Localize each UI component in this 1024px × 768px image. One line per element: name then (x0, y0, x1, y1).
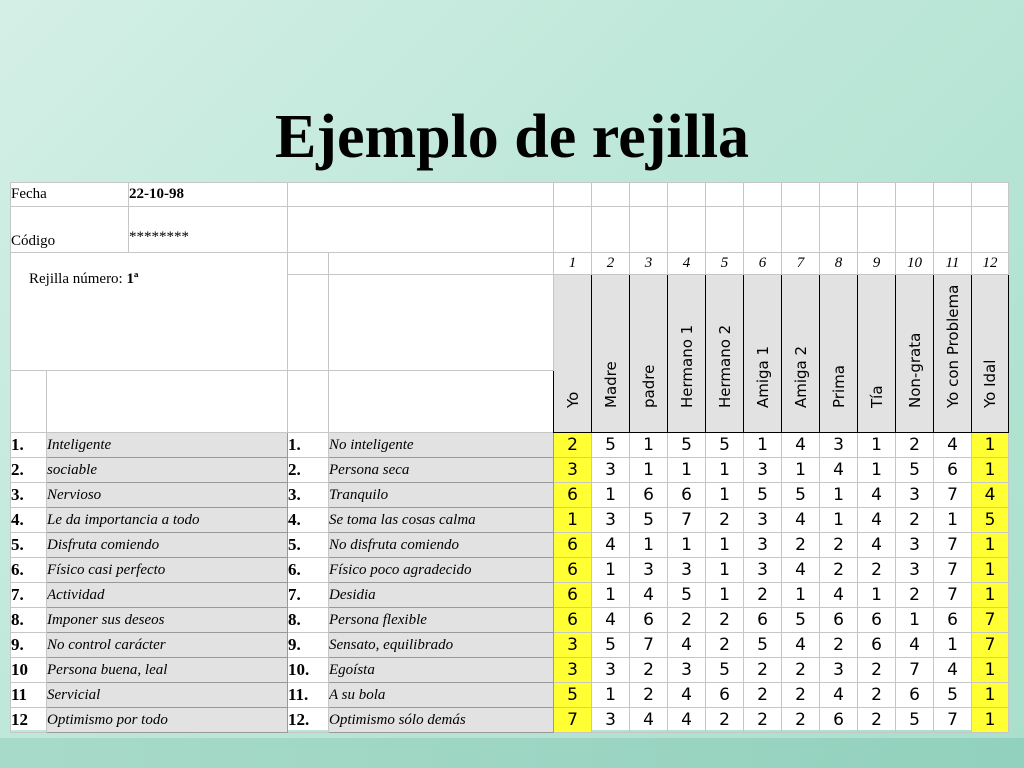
right-construct: No disfruta comiendo (329, 533, 554, 558)
element-header (706, 275, 744, 433)
right-construct: Sensato, equilibrado (329, 633, 554, 658)
left-construct-number: 1. (11, 433, 47, 458)
element-header (630, 275, 668, 433)
rating-cell: 5 (782, 483, 820, 508)
rating-cell: 5 (668, 583, 706, 608)
rating-cell: 2 (782, 708, 820, 733)
rating-cell: 1 (706, 533, 744, 558)
rating-cell: 2 (858, 708, 896, 733)
element-header (972, 275, 1009, 433)
rating-cell: 2 (820, 533, 858, 558)
rating-cell: 7 (668, 508, 706, 533)
rating-cell: 2 (858, 683, 896, 708)
left-construct: No control carácter (47, 633, 288, 658)
rating-cell: 4 (782, 508, 820, 533)
rating-cell: 4 (820, 683, 858, 708)
rating-cell: 2 (782, 658, 820, 683)
left-construct: Optimismo por todo (47, 708, 288, 733)
construct-row (11, 658, 1009, 683)
left-construct: sociable (47, 458, 288, 483)
element-name: Yo Idal (981, 359, 999, 408)
rating-cell: 6 (896, 683, 934, 708)
column-number: 3 (630, 253, 668, 275)
rating-cell: 2 (668, 608, 706, 633)
rating-cell: 1 (858, 583, 896, 608)
left-construct: Actividad (47, 583, 288, 608)
rating-cell: 7 (554, 708, 592, 733)
rating-cell: 3 (820, 658, 858, 683)
rating-cell: 1 (706, 483, 744, 508)
rating-cell: 5 (554, 683, 592, 708)
column-number: 9 (858, 253, 896, 275)
rating-cell: 4 (782, 633, 820, 658)
left-construct-number: 9. (11, 633, 47, 658)
construct-row (11, 608, 1009, 633)
rating-cell: 5 (592, 433, 630, 458)
fecha-value: 22-10-98 (129, 183, 288, 207)
rating-cell: 5 (706, 433, 744, 458)
left-construct-number: 3. (11, 483, 47, 508)
rating-cell: 6 (820, 708, 858, 733)
rating-cell: 4 (630, 708, 668, 733)
rating-cell: 2 (706, 708, 744, 733)
right-construct-number: 3. (288, 483, 329, 508)
left-construct: Le da importancia a todo (47, 508, 288, 533)
rating-cell: 2 (706, 508, 744, 533)
rating-cell: 5 (592, 633, 630, 658)
column-number: 10 (896, 253, 934, 275)
rating-cell: 4 (896, 633, 934, 658)
rating-cell: 6 (554, 558, 592, 583)
rating-cell: 2 (896, 433, 934, 458)
right-construct-number: 12. (288, 708, 329, 733)
rating-cell: 3 (592, 458, 630, 483)
rating-cell: 6 (858, 633, 896, 658)
rating-cell: 4 (668, 683, 706, 708)
rating-cell: 3 (592, 658, 630, 683)
element-name: Prima (829, 365, 848, 408)
rating-cell: 3 (896, 483, 934, 508)
rating-cell: 1 (706, 583, 744, 608)
rating-cell: 2 (820, 633, 858, 658)
left-construct-number: 8. (11, 608, 47, 633)
rating-cell: 4 (820, 583, 858, 608)
rating-cell: 2 (858, 558, 896, 583)
rating-cell: 1 (592, 583, 630, 608)
left-construct-number: 10 (11, 658, 47, 683)
construct-row (11, 458, 1009, 483)
rejilla-value: 1ª (126, 271, 139, 287)
rating-cell: 6 (554, 583, 592, 608)
element-header (668, 275, 706, 433)
rating-cell: 1 (630, 458, 668, 483)
rating-cell: 1 (972, 533, 1009, 558)
rating-cell: 2 (630, 683, 668, 708)
left-construct-number: 4. (11, 508, 47, 533)
rating-cell: 4 (592, 533, 630, 558)
rating-cell: 1 (934, 508, 972, 533)
rating-cell: 2 (706, 608, 744, 633)
column-number: 11 (934, 253, 972, 275)
rating-cell: 4 (858, 483, 896, 508)
column-number: 12 (972, 253, 1009, 275)
repertory-grid-table (10, 182, 1009, 733)
left-construct-number: 11 (11, 683, 47, 708)
rating-cell: 7 (934, 558, 972, 583)
rating-cell: 1 (972, 708, 1009, 733)
rating-cell: 3 (820, 433, 858, 458)
left-construct: Disfruta comiendo (47, 533, 288, 558)
rating-cell: 4 (820, 458, 858, 483)
fecha-label: Fecha (11, 183, 129, 207)
left-construct-number: 6. (11, 558, 47, 583)
element-header (820, 275, 858, 433)
rating-cell: 1 (706, 458, 744, 483)
right-construct-number: 8. (288, 608, 329, 633)
left-construct-number: 2. (11, 458, 47, 483)
rating-cell: 7 (934, 708, 972, 733)
rating-cell: 7 (630, 633, 668, 658)
rating-cell: 6 (820, 608, 858, 633)
codigo-label: Código (11, 207, 129, 253)
right-construct: No inteligente (329, 433, 554, 458)
rating-cell: 4 (934, 433, 972, 458)
rating-cell: 6 (744, 608, 782, 633)
rating-cell: 1 (934, 633, 972, 658)
rating-cell: 6 (554, 533, 592, 558)
rating-cell: 2 (820, 558, 858, 583)
rating-cell: 6 (934, 458, 972, 483)
rating-cell: 5 (896, 708, 934, 733)
element-name: Hermano 2 (715, 324, 734, 408)
right-construct-number: 11. (288, 683, 329, 708)
rating-cell: 6 (630, 608, 668, 633)
rating-cell: 5 (668, 433, 706, 458)
rating-cell: 5 (934, 683, 972, 708)
rating-cell: 4 (782, 433, 820, 458)
rating-cell: 3 (592, 708, 630, 733)
rating-cell: 1 (820, 483, 858, 508)
rating-cell: 1 (972, 433, 1009, 458)
right-construct: Egoísta (329, 658, 554, 683)
element-name: Amiga 2 (791, 345, 810, 408)
rating-cell: 4 (782, 558, 820, 583)
element-name: Tía (867, 385, 886, 408)
element-header (896, 275, 934, 433)
right-construct: Persona seca (329, 458, 554, 483)
element-name: Non-grata (905, 332, 924, 408)
left-construct-number: 7. (11, 583, 47, 608)
element-header (744, 275, 782, 433)
rating-cell: 3 (744, 558, 782, 583)
rating-cell: 1 (972, 458, 1009, 483)
rating-cell: 1 (782, 458, 820, 483)
rating-cell: 1 (592, 683, 630, 708)
rating-cell: 5 (896, 458, 934, 483)
rating-cell: 1 (668, 458, 706, 483)
construct-row (11, 633, 1009, 658)
rating-cell: 4 (592, 608, 630, 633)
rejilla-number (11, 253, 288, 371)
rating-cell: 1 (820, 508, 858, 533)
right-construct-number: 7. (288, 583, 329, 608)
rating-cell: 2 (782, 683, 820, 708)
rating-cell: 3 (630, 558, 668, 583)
rating-cell: 4 (668, 708, 706, 733)
rating-cell: 7 (972, 633, 1009, 658)
rating-cell: 3 (896, 558, 934, 583)
column-number: 4 (668, 253, 706, 275)
rating-cell: 4 (668, 633, 706, 658)
codigo-value: ******** (129, 207, 288, 253)
construct-row (11, 483, 1009, 508)
rating-cell: 6 (554, 483, 592, 508)
column-number: 5 (706, 253, 744, 275)
rating-cell: 5 (744, 483, 782, 508)
right-construct-number: 2. (288, 458, 329, 483)
element-header (858, 275, 896, 433)
rating-cell: 3 (668, 658, 706, 683)
rating-cell: 7 (972, 608, 1009, 633)
column-number: 7 (782, 253, 820, 275)
rating-cell: 3 (554, 458, 592, 483)
rating-cell: 2 (706, 633, 744, 658)
rating-cell: 5 (782, 608, 820, 633)
rating-cell: 3 (744, 508, 782, 533)
element-header (782, 275, 820, 433)
rejilla-label: Rejilla número: (29, 271, 123, 287)
element-name: Hermano 1 (677, 324, 696, 408)
right-construct-number: 10. (288, 658, 329, 683)
rating-cell: 2 (896, 508, 934, 533)
rating-cell: 2 (744, 683, 782, 708)
construct-row (11, 558, 1009, 583)
construct-row (11, 508, 1009, 533)
construct-row (11, 708, 1009, 733)
rating-cell: 6 (630, 483, 668, 508)
rating-cell: 1 (630, 433, 668, 458)
rating-cell: 7 (934, 533, 972, 558)
rating-cell: 4 (858, 533, 896, 558)
element-name: Amiga 1 (753, 345, 772, 408)
rating-cell: 1 (554, 508, 592, 533)
rating-cell: 2 (744, 708, 782, 733)
rating-cell: 1 (706, 558, 744, 583)
column-number: 8 (820, 253, 858, 275)
rating-cell: 2 (782, 533, 820, 558)
rating-cell: 5 (706, 658, 744, 683)
rating-cell: 2 (744, 658, 782, 683)
rating-cell: 3 (668, 558, 706, 583)
rating-cell: 2 (554, 433, 592, 458)
element-header (554, 275, 592, 433)
column-number: 6 (744, 253, 782, 275)
right-construct-number: 1. (288, 433, 329, 458)
left-construct-number: 12 (11, 708, 47, 733)
rating-cell: 6 (668, 483, 706, 508)
rating-cell: 1 (972, 583, 1009, 608)
rating-cell: 4 (972, 483, 1009, 508)
column-number: 2 (592, 253, 630, 275)
left-construct: Persona buena, leal (47, 658, 288, 683)
right-construct-number: 4. (288, 508, 329, 533)
rating-cell: 2 (744, 583, 782, 608)
right-construct: Desidia (329, 583, 554, 608)
rating-cell: 1 (668, 533, 706, 558)
element-header (934, 275, 972, 433)
rating-cell: 4 (630, 583, 668, 608)
left-construct: Nervioso (47, 483, 288, 508)
right-construct-number: 5. (288, 533, 329, 558)
left-construct-number: 5. (11, 533, 47, 558)
rating-cell: 3 (554, 633, 592, 658)
rating-cell: 4 (934, 658, 972, 683)
element-header (592, 275, 630, 433)
slide-title: Ejemplo de rejilla (274, 103, 750, 171)
construct-row (11, 683, 1009, 708)
rating-cell: 4 (858, 508, 896, 533)
rating-cell: 1 (972, 658, 1009, 683)
right-construct: Tranquilo (329, 483, 554, 508)
repertory-grid-sheet (10, 182, 1009, 730)
rating-cell: 2 (896, 583, 934, 608)
construct-row (11, 433, 1009, 458)
rating-cell: 1 (896, 608, 934, 633)
rating-cell: 1 (744, 433, 782, 458)
slide-bottom-band (0, 738, 1024, 768)
left-construct: Físico casi perfecto (47, 558, 288, 583)
construct-row (11, 583, 1009, 608)
right-construct: Persona flexible (329, 608, 554, 633)
right-construct-number: 9. (288, 633, 329, 658)
left-construct: Inteligente (47, 433, 288, 458)
rating-cell: 7 (934, 583, 972, 608)
rating-cell: 5 (972, 508, 1009, 533)
left-construct: Imponer sus deseos (47, 608, 288, 633)
rating-cell: 1 (630, 533, 668, 558)
rating-cell: 1 (972, 683, 1009, 708)
rating-cell: 3 (896, 533, 934, 558)
rating-cell: 6 (554, 608, 592, 633)
rating-cell: 6 (706, 683, 744, 708)
rating-cell: 5 (630, 508, 668, 533)
rating-cell: 1 (972, 558, 1009, 583)
rating-cell: 6 (858, 608, 896, 633)
rating-cell: 6 (934, 608, 972, 633)
left-construct: Servicial (47, 683, 288, 708)
rating-cell: 2 (630, 658, 668, 683)
element-name: padre (639, 364, 658, 408)
rating-cell: 3 (554, 658, 592, 683)
rating-cell: 1 (592, 483, 630, 508)
right-construct: Optimismo sólo demás (329, 708, 554, 733)
column-number: 1 (554, 253, 592, 275)
rating-cell: 1 (858, 433, 896, 458)
rating-cell: 3 (744, 458, 782, 483)
rating-cell: 7 (934, 483, 972, 508)
rating-cell: 1 (592, 558, 630, 583)
rating-cell: 3 (592, 508, 630, 533)
right-construct: Físico poco agradecido (329, 558, 554, 583)
right-construct: A su bola (329, 683, 554, 708)
element-name: Yo con Problema (943, 284, 962, 408)
rating-cell: 2 (858, 658, 896, 683)
construct-row (11, 533, 1009, 558)
rating-cell: 1 (858, 458, 896, 483)
element-name: Yo (563, 391, 582, 408)
rating-cell: 5 (744, 633, 782, 658)
right-construct: Se toma las cosas calma (329, 508, 554, 533)
rating-cell: 1 (782, 583, 820, 608)
right-construct-number: 6. (288, 558, 329, 583)
rating-cell: 3 (744, 533, 782, 558)
element-name: Madre (601, 361, 620, 408)
rating-cell: 7 (896, 658, 934, 683)
